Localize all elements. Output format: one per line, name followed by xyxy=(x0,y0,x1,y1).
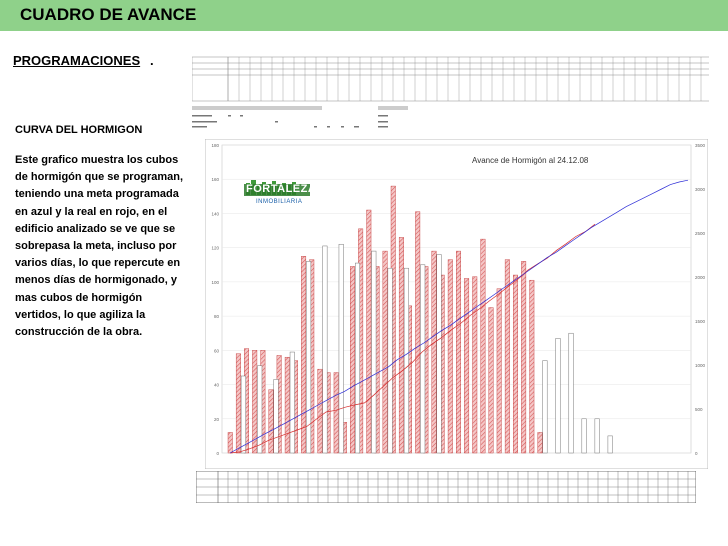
real-bar xyxy=(334,373,339,453)
left-tick-label: 20 xyxy=(213,416,219,422)
section-title: PROGRAMACIONES xyxy=(13,53,141,68)
planned-bar xyxy=(290,352,295,453)
real-bar xyxy=(252,350,257,453)
real-bar xyxy=(513,275,518,453)
real-bar xyxy=(350,266,355,453)
planned-bar xyxy=(437,255,442,453)
real-bar xyxy=(497,289,502,453)
planned-bar xyxy=(543,361,548,453)
planned-bar xyxy=(339,244,344,453)
real-bar xyxy=(383,251,388,453)
chart-title: Avance de Hormigón al 24.12.08 xyxy=(472,156,589,165)
real-bar xyxy=(236,354,241,453)
planned-bar xyxy=(274,379,279,453)
right-tick-label: 1000 xyxy=(695,363,706,368)
planned-bar xyxy=(569,333,574,453)
real-bar xyxy=(415,212,420,453)
left-tick-label: 0 xyxy=(216,451,219,456)
right-tick-label: 2000 xyxy=(695,275,706,280)
real-bar xyxy=(489,308,494,453)
left-tick-label: 180 xyxy=(211,143,219,148)
planned-bar xyxy=(556,338,561,453)
real-bar xyxy=(473,277,478,453)
page-title: CUADRO DE AVANCE xyxy=(20,5,197,24)
section-title-suffix: . xyxy=(150,53,154,68)
real-bar xyxy=(481,239,486,453)
logo-brand-text: FORTALEZA xyxy=(246,183,317,195)
planned-bar xyxy=(582,419,587,453)
real-bar xyxy=(530,280,535,453)
planned-bar xyxy=(257,366,262,453)
logo-sub-text: INMOBILIARIA xyxy=(256,199,303,205)
chart-description: Este grafico muestra los cubos de hormigón que se programan, teniendo una meta programada en azul y la real en rojo, en el edificio analizado se ve que se sobrepasa la meta, incluso por varios días, lo que repercute en menos días de hormigonado, y mas cubos de hormigón vertidos, lo que agiliza la construcción de la obra. xyxy=(15,154,184,339)
planned-bar xyxy=(404,268,409,453)
left-tick-label: 120 xyxy=(211,245,219,251)
planned-bar xyxy=(323,246,328,453)
left-tick-label: 80 xyxy=(213,314,219,320)
planned-bar xyxy=(388,268,393,453)
planned-bar xyxy=(608,436,613,453)
real-bar xyxy=(538,432,543,453)
planned-bar xyxy=(420,265,425,453)
curve-heading: CURVA DEL HORMIGON xyxy=(15,124,143,136)
planned-bar xyxy=(595,419,600,453)
right-tick-label: 3000 xyxy=(695,187,706,192)
header-bar xyxy=(0,0,728,31)
real-bar xyxy=(318,369,323,453)
planned-bar xyxy=(241,376,246,453)
right-tick-label: 1500 xyxy=(695,319,706,324)
real-bar xyxy=(432,251,437,453)
left-tick-label: 100 xyxy=(211,279,219,285)
real-bar xyxy=(269,390,274,453)
left-tick-label: 40 xyxy=(213,382,219,388)
real-bar xyxy=(399,237,404,453)
data-table xyxy=(196,471,696,503)
real-bar xyxy=(521,261,526,453)
left-tick-label: 60 xyxy=(213,348,219,354)
real-bar xyxy=(285,357,290,453)
right-tick-label: 2500 xyxy=(695,231,706,236)
real-bar xyxy=(367,210,372,453)
real-bar xyxy=(456,251,461,453)
real-bar xyxy=(301,256,306,453)
planned-bar xyxy=(372,251,377,453)
left-tick-label: 140 xyxy=(211,211,219,217)
right-tick-label: 0 xyxy=(695,451,698,456)
real-bar xyxy=(228,432,233,453)
planned-bar xyxy=(355,263,360,453)
real-bar xyxy=(464,278,469,453)
real-bar xyxy=(448,260,453,453)
right-tick-label: 500 xyxy=(695,407,703,412)
left-tick-label: 160 xyxy=(211,177,219,183)
right-tick-label: 3500 xyxy=(695,143,706,148)
spreadsheet-header-table xyxy=(192,52,709,139)
